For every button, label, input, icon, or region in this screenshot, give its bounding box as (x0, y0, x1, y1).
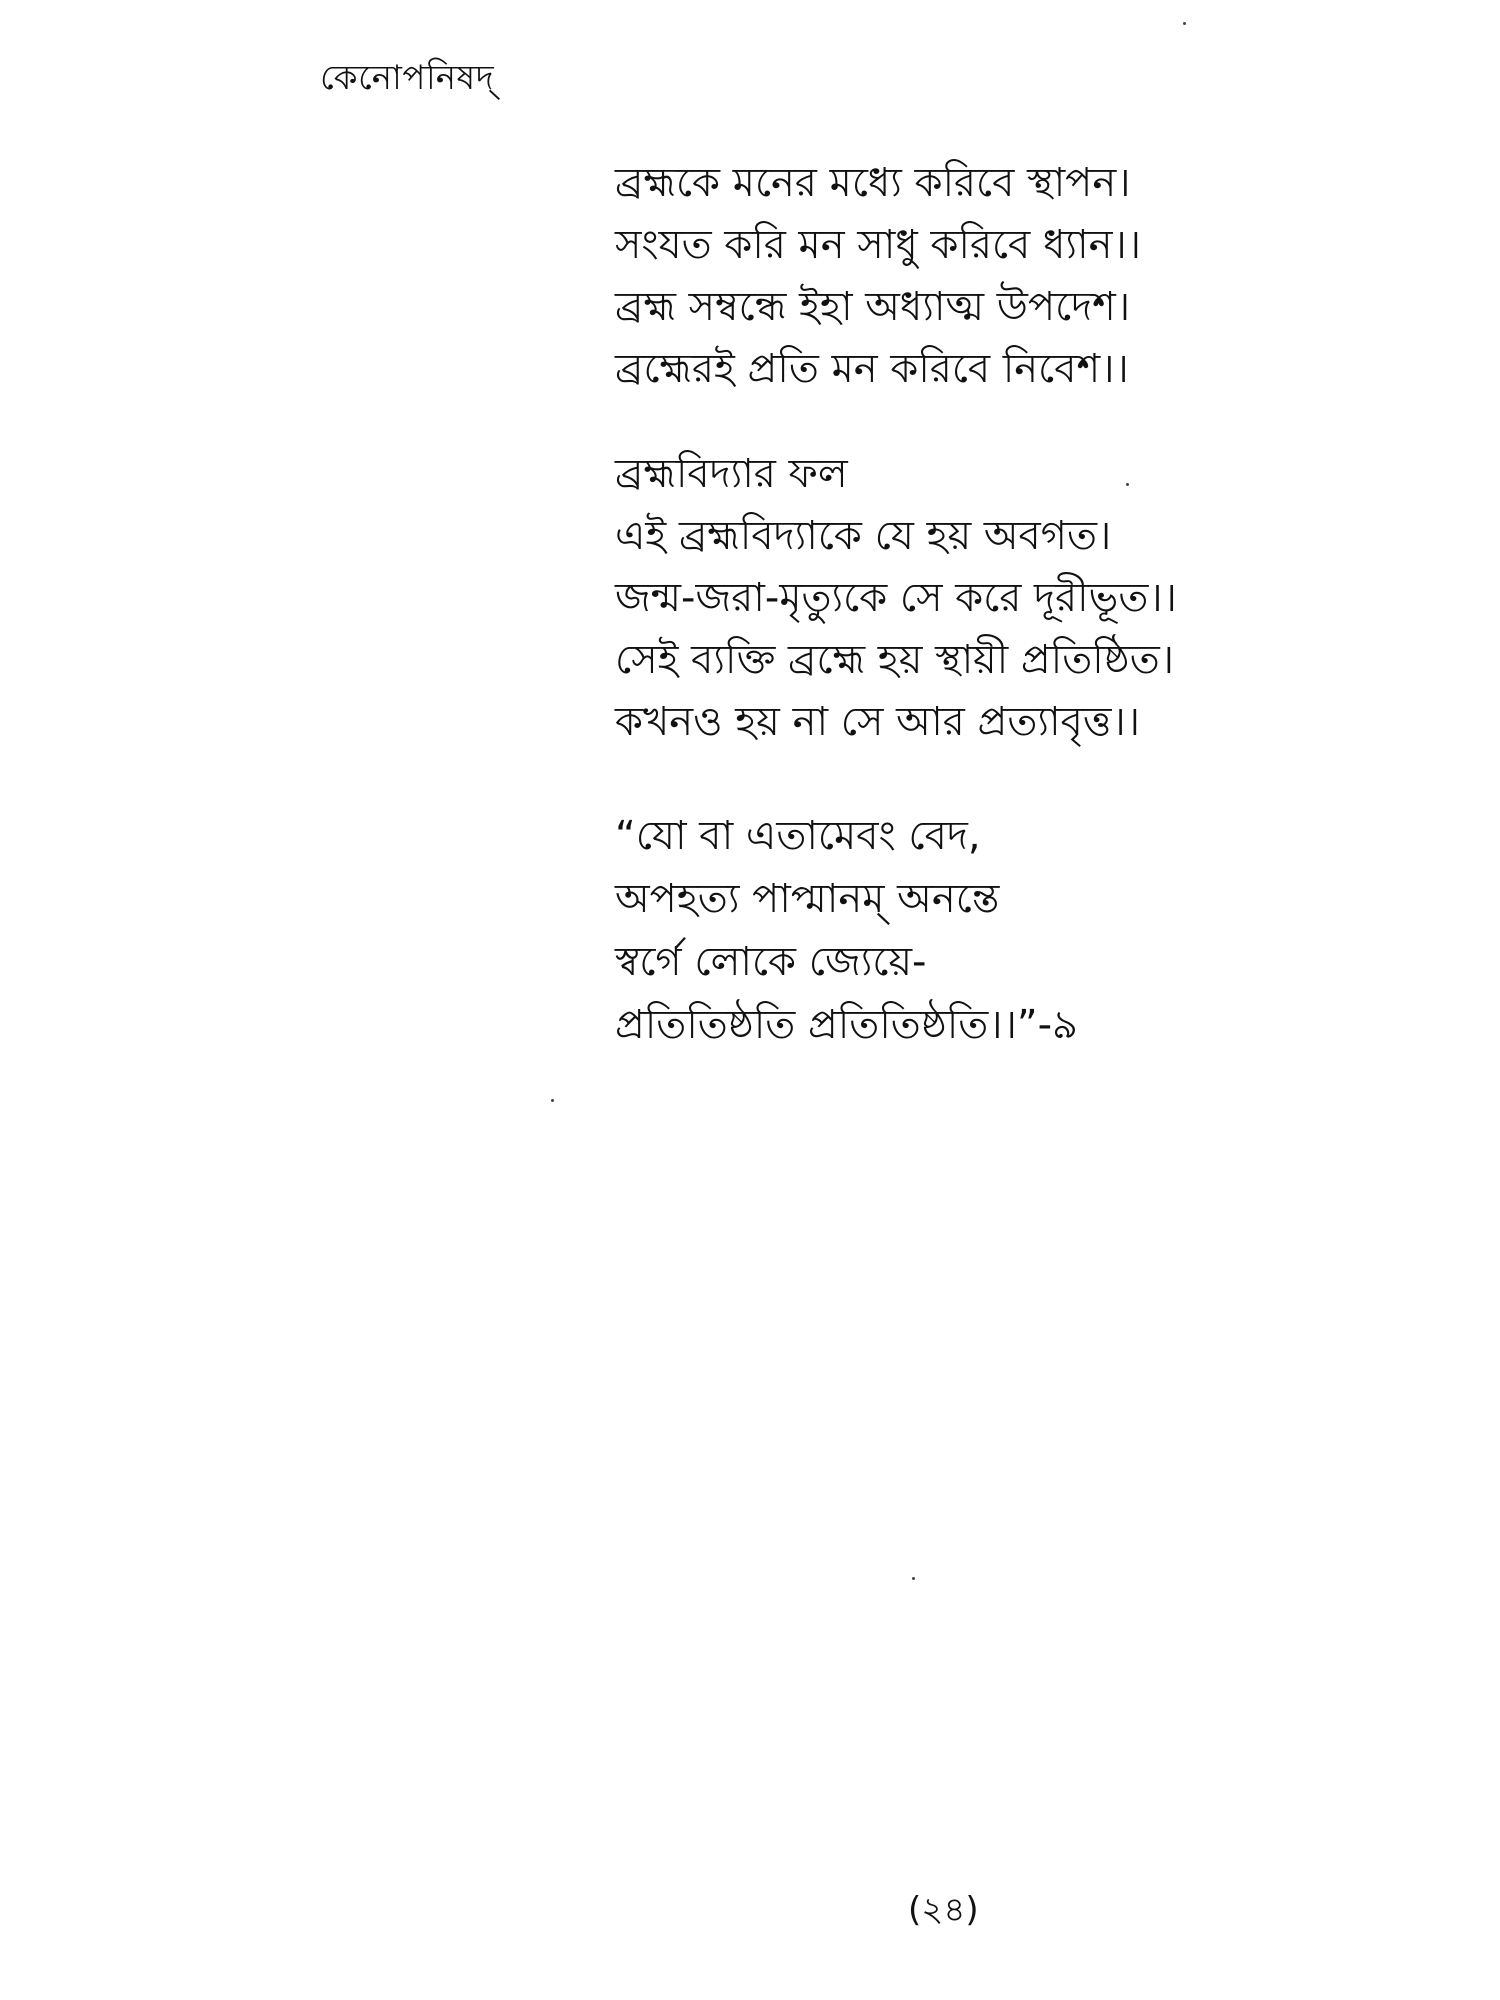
section-heading: ব্রহ্মবিদ্যার ফল (615, 451, 848, 497)
scan-speck (912, 1577, 915, 1580)
verse-stanza-2 (615, 443, 1177, 753)
verse-line: কখনও হয় না সে আর প্রত্যাবৃত্ত।। (615, 699, 1141, 745)
verse-line: ব্রহ্ম সম্বন্ধে ইহা অধ্যাত্ম উপদেশ। (615, 284, 1131, 330)
sanskrit-quote-stanza (615, 805, 1078, 1057)
scan-speck (551, 1099, 554, 1102)
scan-speck (1126, 483, 1129, 486)
page-number: (২৪) (908, 1890, 979, 1930)
verse-line: সেই ব্যক্তি ব্রহ্মে হয় স্থায়ী প্রতিষ্ঠিত। (615, 637, 1175, 683)
verse-stanza-1 (615, 152, 1141, 400)
quote-line: “যো বা এতামেবং বেদ, (615, 813, 981, 859)
verse-line: ব্রহ্মকে মনের মধ্যে করিবে স্থাপন। (615, 160, 1131, 206)
quote-line: অপহত্য পাপ্মানম্ অনন্তে (615, 876, 1000, 922)
verse-line: এই ব্রহ্মবিদ্যাকে যে হয় অবগত। (615, 513, 1112, 559)
running-head-title: কেনোপনিষদ্ (320, 58, 495, 98)
quote-line: স্বর্গে লোকে জ্যেয়ে- (615, 939, 927, 985)
verse-line: জন্ম-জরা-মৃত্যুকে সে করে দূরীভূত।। (615, 575, 1177, 621)
verse-line: সংযত করি মন সাধু করিবে ধ্যান।। (615, 222, 1142, 268)
quote-line: প্রতিতিষ্ঠতি প্রতিতিষ্ঠতি।।”-৯ (615, 1002, 1079, 1048)
scan-speck (1183, 22, 1186, 25)
verse-line: ব্রহ্মেরই প্রতি মন করিবে নিবেশ।। (615, 346, 1129, 392)
